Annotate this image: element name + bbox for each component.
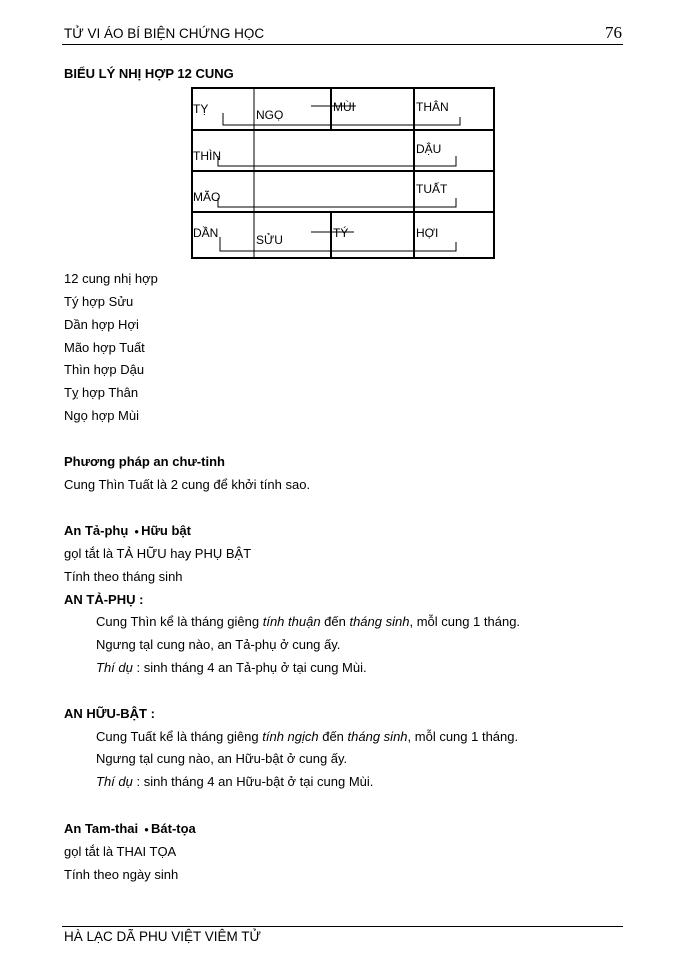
tam-thai-heading-b: Bát-tọa [151, 821, 196, 836]
cell-than: THÂN [416, 100, 449, 114]
pair-item: Tỵ hợp Thân [64, 385, 139, 400]
pair-item: Tý hợp Sửu [64, 294, 134, 309]
section-title: BIỂU LÝ NHỊ HỢP 12 CUNG [64, 66, 234, 81]
text-run: , mỗl cung 1 tháng. [407, 729, 519, 744]
tam-thai-heading [64, 821, 196, 836]
cell-mui: MÙI [333, 100, 355, 114]
huu-bat-line3 [96, 774, 373, 789]
cell-ty-snake: TỴ [193, 102, 209, 116]
text-run: Cung Tuất kể là tháng giêng [96, 729, 263, 744]
bullet-icon: ● [144, 825, 149, 834]
huu-bat-heading: AN HỮU-BẬT : [64, 706, 155, 721]
cell-mao: MÃO [193, 190, 221, 204]
cell-tuat: TUẤT [416, 182, 448, 196]
text-run-italic: tháng sinh [347, 729, 408, 744]
cell-hoi: HỢI [416, 226, 439, 240]
method-text: Cung Thìn Tuất là 2 cung để khởi tính sao. [64, 477, 311, 492]
text-run-italic: tính ngịch [262, 729, 319, 744]
tam-thai-line2: Tính theo ngày sinh [64, 867, 179, 882]
text-run: : sinh tháng 4 an Tả-phụ ở tại cung Mùi. [132, 660, 367, 675]
pair-item: Mão hợp Tuất [64, 340, 145, 355]
ta-huu-heading-a: An Tả-phụ [64, 523, 129, 538]
huu-bat-line2: Ngưng tạl cung nào, an Hữu-bật ở cung ấy. [96, 751, 348, 766]
pairs-heading: 12 cung nhị hợp [64, 271, 158, 286]
ta-phu-heading: AN TẢ-PHỤ : [64, 592, 144, 607]
ta-phu-line3 [96, 660, 367, 675]
ta-huu-line2: Tính theo tháng sinh [64, 569, 183, 584]
method-heading: Phương pháp an chư-tinh [64, 454, 225, 469]
ta-huu-line1: gọl tắt là TẢ HỮU hay PHỤ BẬT [64, 546, 252, 561]
pair-item: Thìn hợp Dậu [64, 362, 145, 377]
text-run: đến [318, 729, 348, 744]
tam-thai-heading-a: An Tam-thai [64, 821, 139, 836]
text-run: , mỗl cung 1 tháng. [409, 614, 521, 629]
cell-thin: THÌN [193, 149, 221, 163]
text-run: đến [320, 614, 350, 629]
cell-dan: DẦN [193, 226, 219, 240]
cell-dau: DẬU [416, 142, 442, 156]
ta-phu-line1 [96, 614, 520, 629]
ta-huu-heading-b: Hữu bật [141, 523, 191, 538]
tam-thai-line1: gọl tắt là THAI TỌA [64, 844, 177, 859]
pair-item: Dần hợp Hợi [64, 317, 139, 332]
bullet-icon: ● [134, 527, 140, 536]
ta-phu-line2: Ngưng tạl cung nào, an Tả-phụ ở cung ấy. [96, 637, 341, 652]
running-footer: HÀ LẠC DÃ PHU VIỆT VIÊM TỬ [64, 929, 262, 944]
cell-ngo: NGỌ [256, 108, 284, 122]
grid-lines [0, 0, 686, 300]
text-run: Cung Thìn kể là tháng giêng [96, 614, 263, 629]
huu-bat-line1 [96, 729, 518, 744]
text-run-italic: Thí dụ [96, 660, 133, 675]
cell-ty-rat: TÝ [333, 226, 349, 240]
running-header-title: TỬ VI ÁO BÍ BIỆN CHỨNG HỌC [64, 26, 265, 41]
ta-huu-heading [64, 523, 191, 538]
text-run: : sinh tháng 4 an Hữu-bật ở tại cung Mùi. [132, 774, 374, 789]
footer-rule [62, 926, 623, 927]
pair-item: Ngọ hợp Mùi [64, 408, 140, 423]
page-number: 76 [605, 23, 622, 42]
cell-suu: SỬU [256, 233, 283, 247]
text-run-italic: tháng sinh [349, 614, 410, 629]
text-run-italic: Thí dụ [96, 774, 133, 789]
text-run-italic: tính thuận [262, 614, 321, 629]
